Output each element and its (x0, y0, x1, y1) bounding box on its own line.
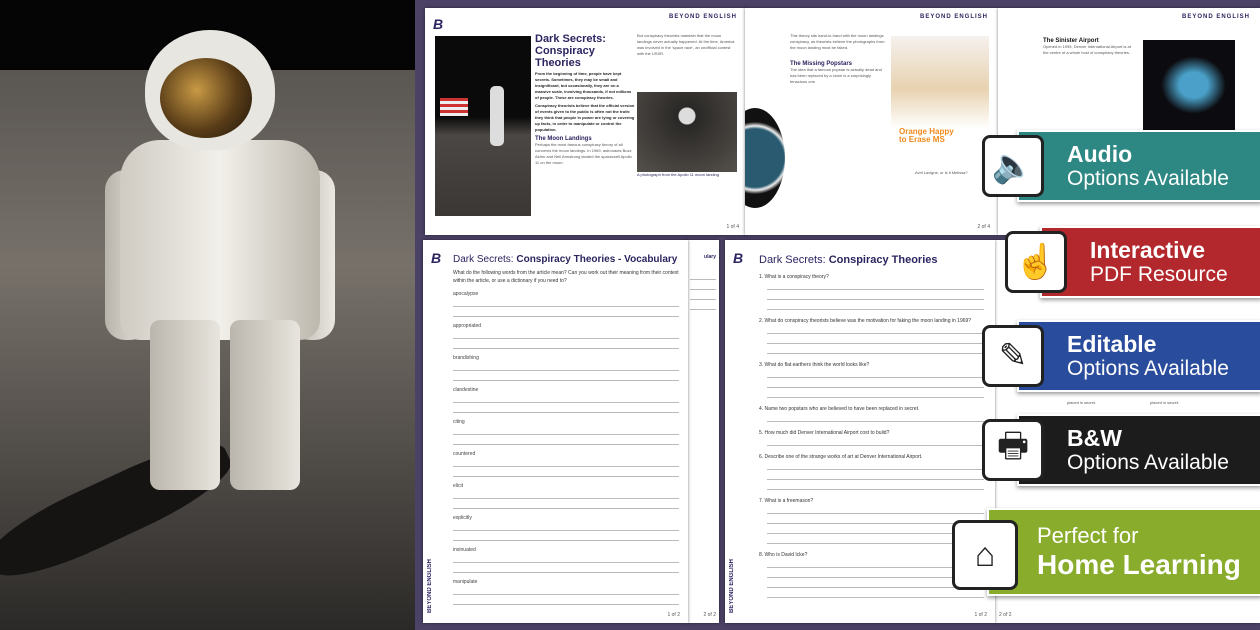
astronaut (110, 30, 330, 500)
back-lines (690, 270, 716, 310)
question-text: 4. Name two popstars who are believed to have been replaced in secret. (759, 406, 920, 412)
answer-lines[interactable] (453, 361, 679, 381)
intro-text: From the beginning of time, people have kept secrets. Sometimes, they may be small and insignificant, but occasionally, they are on a massive scale, involving thousands, if not millions of people. These are conspiracy theories. (535, 71, 632, 100)
question-text: 8. Who is David Icke? (759, 552, 808, 558)
brand-label: BEYOND ENGLISH (919, 14, 988, 20)
question-text: 1. What is a conspiracy theory? (759, 274, 829, 280)
badge-editable (1017, 320, 1260, 392)
vocab-word: appropriated (453, 323, 482, 329)
popstar-photo (891, 36, 989, 168)
vocab-item (453, 355, 679, 381)
back-text: placed in secret. (1150, 400, 1180, 405)
vocab-word: brandishing (453, 355, 479, 361)
shirt-text: Orange Happy to Erase MS (899, 127, 954, 144)
page-number: 1 of 4 (726, 224, 739, 230)
badge-audio (1017, 130, 1260, 202)
question-item (759, 430, 984, 446)
vocab-word: explicitly (453, 515, 472, 521)
answer-lines[interactable] (453, 521, 679, 541)
badge-subtitle: PDF Resource (1090, 263, 1228, 286)
section-heading: The Missing Popstars (790, 61, 853, 67)
answer-lines[interactable] (767, 412, 984, 422)
answer-lines[interactable] (453, 585, 679, 605)
title-bold: Conspiracy Theories - Vocabulary (516, 254, 678, 265)
question-text: 7. What is a freemason? (759, 498, 814, 504)
home-mouse-icon: ⌂ (952, 520, 1018, 590)
brand-label: BEYOND ENGLISH (1181, 14, 1250, 20)
answer-lines[interactable] (453, 489, 679, 509)
answer-lines[interactable] (767, 368, 984, 398)
section-text: Perhaps the most famous conspiracy theory of all concerns the moon landings. In 1969, astronauts Buzz Aldrin and Neil Armstrong landed the spacecraft Apollo 11 on the moon. (535, 142, 632, 165)
badge-title: B&W (1067, 425, 1122, 451)
vocab-item (453, 323, 679, 349)
answer-lines[interactable] (767, 280, 984, 310)
beyond-logo-icon: B (431, 250, 442, 266)
apollo-photo (637, 92, 737, 172)
back-title: ulary (704, 254, 716, 260)
answer-lines[interactable] (453, 425, 679, 445)
answer-lines[interactable] (453, 553, 679, 573)
question-item (759, 274, 984, 310)
badge-title: Interactive (1090, 237, 1206, 263)
page-number: 1 of 2 (667, 612, 680, 618)
badge-subtitle: Options Available (1067, 451, 1229, 474)
intro-text-2: Conspiracy theorists believe that the official version of events given to the public is often not the truth: they think that people in power are lying or covering up facts, in order to manipulate or control the population. (535, 103, 635, 132)
question-text: 3. What do flat earthers think the world looks like? (759, 362, 870, 368)
article-title-2: Conspiracy Theories (535, 45, 595, 69)
question-text: 2. What do conspiracy theorists believe was the motivation for faking the moon landing in 1969? (759, 318, 972, 324)
brand-label: BEYOND ENGLISH (668, 14, 737, 20)
vocab-word: elicit (453, 483, 464, 489)
vocab-item (453, 419, 679, 445)
section-heading: The Sinister Airport (1043, 38, 1099, 44)
photo-caption: Avril Lavigne, or is it Melissa? (915, 170, 968, 175)
brand-label: BEYOND ENGLISH (729, 558, 735, 613)
article-title: Dark Secrets: (535, 33, 606, 45)
badge-title: Perfect for (1037, 523, 1139, 548)
flat-earth-image (745, 108, 785, 208)
section-text: Opened in 1995, Denver International Airport is at the centre of a whole host of conspiracy theories. (1043, 44, 1131, 55)
title-light: Dark Secrets: (759, 254, 829, 266)
answer-lines[interactable] (453, 329, 679, 349)
answer-lines[interactable] (767, 324, 984, 354)
vocab-item (453, 515, 679, 541)
printer-icon: 🖶 (982, 419, 1044, 481)
question-item (759, 454, 984, 490)
vocab-item (453, 547, 679, 573)
page-number: 2 of 2 (999, 612, 1012, 618)
badge-interactive (1040, 226, 1260, 298)
answer-lines[interactable] (767, 436, 984, 446)
vocab-word: apocalypse (453, 291, 479, 297)
vocab-word: countered (453, 451, 476, 457)
badge-bw (1017, 414, 1260, 486)
title-light: Dark Secrets: (453, 254, 517, 265)
page-number: 1 of 2 (974, 612, 987, 618)
instructions: What do the following words from the article mean? Can you work out their meaning from their context within the article, or use a dictionary if you need to? (453, 270, 679, 284)
vocabulary-worksheet-back (686, 240, 719, 623)
answer-lines[interactable] (453, 393, 679, 413)
beyond-logo-icon: B (733, 250, 744, 266)
vocab-item (453, 451, 679, 477)
badge-title: Editable (1067, 331, 1157, 357)
column-text: But conspiracy theorists maintain that the moon landings never actually happened. At the time, America was involved in the 'space race', an unofficial contest with the USSR. (637, 33, 735, 56)
worksheet-page-2 (745, 8, 998, 235)
blue-mustang-photo (1143, 40, 1235, 130)
column-text: This theory sits hand-in-hand with the moon landings conspiracy, as theorists believe the photographs from the moon landing must be faked. (790, 33, 885, 50)
page-number: 2 of 2 (703, 612, 716, 618)
vocab-item (453, 579, 679, 605)
word-document-icon: ✎ (982, 325, 1044, 387)
worksheet-page-1 (425, 8, 747, 235)
question-item (759, 362, 984, 398)
question-text: 5. How much did Denver International Airport cost to build? (759, 430, 890, 436)
question-item (759, 318, 984, 354)
badge-subtitle: Options Available (1067, 357, 1229, 380)
title-bold: Conspiracy Theories (828, 254, 938, 266)
vocab-item (453, 291, 679, 317)
vocab-word: citing (453, 419, 465, 425)
photo-caption: A photograph from the Apollo 11 moon landing (637, 172, 719, 177)
astronaut-photo (0, 0, 415, 630)
question-item (759, 552, 984, 598)
section-heading: The Moon Landings (535, 136, 592, 142)
speaker-icon: 🔈 (982, 135, 1044, 197)
question-item (759, 406, 984, 422)
beyond-logo-icon: B (433, 16, 444, 32)
question-item (759, 498, 984, 544)
badge-subtitle: Options Available (1067, 167, 1229, 190)
back-text: placed in secret. (1067, 400, 1097, 405)
page-number: 2 of 4 (977, 224, 990, 230)
badge-subtitle: Home Learning (1037, 549, 1241, 580)
answer-lines[interactable] (453, 297, 679, 317)
vocab-word: insinuated (453, 547, 476, 553)
answer-lines[interactable] (453, 457, 679, 477)
question-text: 6. Describe one of the strange works of art at Denver International Airport. (759, 454, 923, 460)
answer-lines[interactable] (767, 460, 984, 490)
vocab-item (453, 483, 679, 509)
vocabulary-worksheet (423, 240, 688, 623)
vocab-word: clandestine (453, 387, 479, 393)
section-text: The idea that a famous popstar is actually dead and has been replaced by a clone is a surprisingly tenacious one. (790, 67, 882, 84)
badge-title: Audio (1067, 141, 1133, 167)
moon-flag-photo (435, 36, 531, 216)
touch-icon: ☝ (1005, 231, 1067, 293)
vocab-word: manipulate (453, 579, 478, 585)
vocab-item (453, 387, 679, 413)
brand-label: BEYOND ENGLISH (427, 558, 433, 613)
badge-perfectfor (987, 508, 1260, 596)
